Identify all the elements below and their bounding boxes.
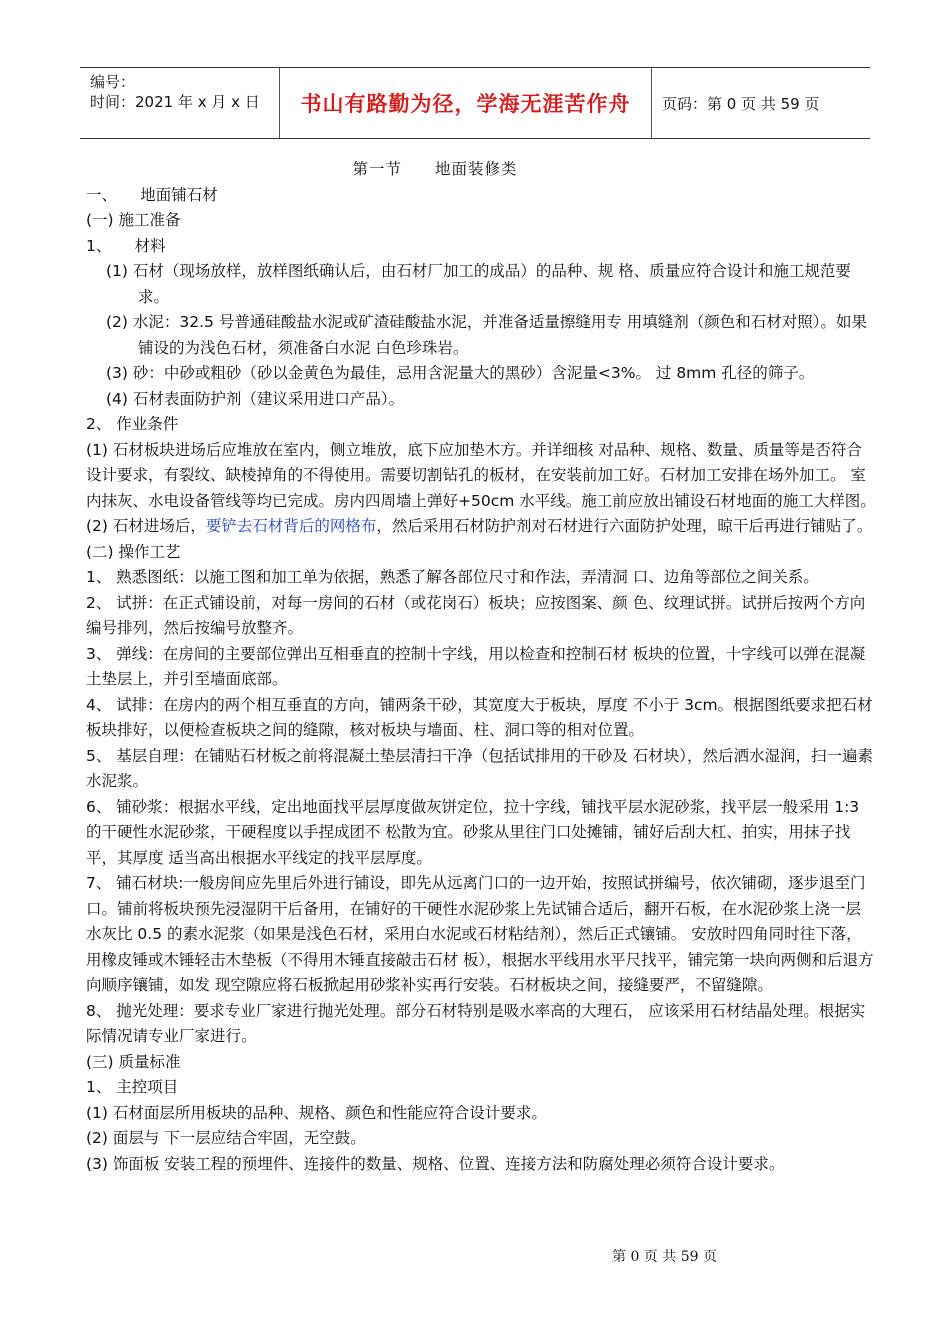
material-4: (4) 石材表面防护剂（建议采用进口产品）。 — [106, 389, 405, 408]
section-title: 第一节 地面装修类 — [352, 160, 518, 178]
material-3: (3) 砂：中砂或粗砂（砂以金黄色为最佳，忌用含泥量大的黑砂）含泥量<3%。 过 8mm 孔径的筛子。 — [106, 364, 815, 382]
subheading-quality: (三) 质量标准 — [86, 1052, 181, 1071]
quality-1: (1) 石材面层所用板块的品种、规格、颜色和性能应符合设计要求。 — [86, 1103, 547, 1122]
condition-2 — [86, 514, 876, 540]
quality-item-main: 1、 主控项目 — [86, 1078, 179, 1096]
time-label: 时间：2021 年 x 月 x 日 — [90, 93, 260, 111]
process-7: 7、 铺石材块:一般房间应先里后外进行铺设，即先从远离门口的一边开始，按照试拼编号，依次铺砌，逐步退至门口。铺前将板块预先浸湿阴干后备用，在铺好的干硬性水泥砂浆上先试铺合适后，翻开石板，在水泥砂浆上浇一层水灰比 0.5 的素水泥浆（如果是浅色石材，采用白水泥或石材粘结剂），然后正式镶铺。 安放时四角同时往下落，用橡皮锤或木锤轻击木垫板（不得用木锤直接敲击石材 板），根据水平线用水平尺找平，铺完第一块向两侧和后退方向顺序镶铺，如发 现空隙应将石板掀起用砂浆补实再行安装。石材板块之间，接缝要严，不留缝隙。 — [86, 874, 874, 994]
condition-2-start: (2) 石材进场后， — [86, 517, 206, 535]
process-1: 1、 熟悉图纸：以施工图和加工单为依据，熟悉了解各部位尺寸和作法，弄清洞 口、边角等部位之间关系。 — [86, 568, 819, 586]
subheading-prep: (一) 施工准备 — [86, 211, 181, 229]
process-6: 6、 铺砂浆：根据水平线，定出地面找平层厚度做灰饼定位，拉十字线，铺找平层水泥砂浆，找平层一般采用 1:3 的干硬性水泥砂浆，干硬程度以手捏成团不 松散为宜。砂浆从里往门口处摊铺，铺好后刮大杠、拍实，用抹子找平，其厚度 适当高出根据水平线定的找平层厚度。 — [86, 797, 860, 867]
condition-1: (1) 石材板块进场后应堆放在室内，侧立堆放，底下应加垫木方。并详细核 对品种、规格、数量、质量等是否符合设计要求，有裂纹、缺棱掉角的不得使用。需要切割钻孔的板材，在安装前加工好。石材加工安排在场外加工。 室内抹灰、水电设备管线等均已完成。房内四周墙上弹好+50cm 水平线。施工前应放出铺设石材地面的施工大样图。 — [86, 440, 876, 510]
item-materials: 1、 材料 — [86, 236, 166, 255]
process-5: 5、 基层自理：在铺贴石材板之前将混凝土垫层清扫干净（包括试排用的干砂及 石材块），然后洒水湿润，扫一遍素水泥浆。 — [86, 746, 873, 790]
material-1: (1) 石材（现场放样，放样图纸确认后，由石材厂加工的成品）的品种、规 格、质量应符合设计和施工规范要求。 — [106, 262, 851, 306]
subheading-process: (二) 操作工艺 — [86, 542, 181, 561]
header-motto: 书山有路勤为径，学海无涯苦作舟 — [280, 68, 652, 138]
page-footer: 第 0 页 共 59 页 — [612, 1249, 717, 1265]
process-3: 3、 弹线：在房间的主要部位弹出互相垂直的控制十字线，用以检查和控制石材 板块的位置，十字线可以弹在混凝土垫层上，并引至墙面底部。 — [86, 644, 866, 688]
document-body — [86, 157, 876, 1177]
heading-1: 一、 地面铺石材 — [86, 185, 218, 204]
process-4: 4、 试排：在房内的两个相互垂直的方向，铺两条干砂，其宽度大于板块，厚度 不小于 3cm。根据图纸要求把石材板块排好，以便检查板块之间的缝隙，核对板块与墙面、柱、洞口等的相对位置。 — [86, 695, 873, 739]
header-page-info: 页码：第 0 页 共 59 页 — [662, 94, 820, 113]
header-left-cell — [80, 68, 280, 138]
condition-2-end: ，然后采用石材防护剂对石材进行六面防护处理，晾干后再进行铺贴了。 — [376, 517, 873, 535]
process-2: 2、 试拼：在正式铺设前，对每一房间的石材（或花岗石）板块；应按图案、颜 色、纹理试拼。试拼后按两个方向编号排列，然后按编号放整齐。 — [86, 593, 866, 637]
quality-3: (3) 饰面板 安装工程的预埋件、连接件的数量、规格、位置、连接方法和防腐处理必须符合设计要求。 — [86, 1154, 785, 1173]
condition-2-highlight: 要铲去石材背后的网格布 — [205, 517, 377, 535]
material-2: (2) 水泥：32.5 号普通硅酸盐水泥或矿渣硅酸盐水泥，并准备适量擦缝用专 用填缝剂（颜色和石材对照）。如果铺设的为浅色石材，须准备白水泥 白色珍珠岩。 — [106, 313, 868, 357]
quality-2: (2) 面层与 下一层应结合牢固，无空鼓。 — [86, 1129, 366, 1147]
number-label: 编号： — [90, 73, 136, 91]
page-header — [80, 67, 870, 139]
process-8: 8、 抛光处理：要求专业厂家进行抛光处理。部分石材特别是吸水率高的大理石， 应该采用石材结晶处理。根据实际情况请专业厂家进行。 — [86, 1001, 866, 1045]
item-conditions: 2、 作业条件 — [86, 415, 179, 433]
